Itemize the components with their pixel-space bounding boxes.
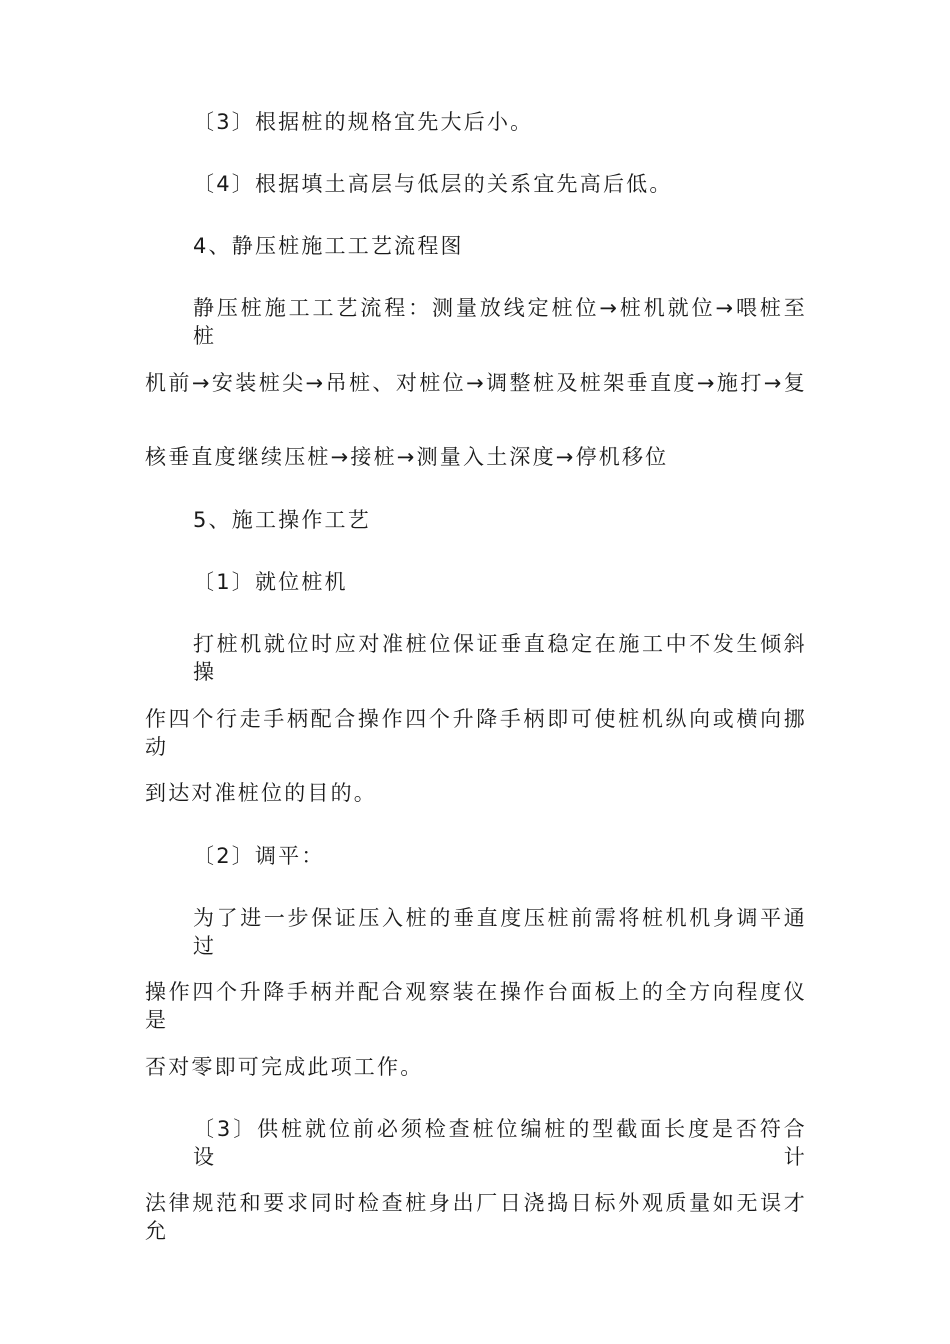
paragraph-line-14: 操作四个升降手柄并配合观察装在操作台面板上的全方向程度仪是	[145, 980, 807, 1032]
paragraph-line-1: 〔3〕根据桩的规格宜先大后小。	[193, 110, 534, 134]
paragraph-line-15: 否对零即可完成此项工作。	[145, 1055, 424, 1079]
subheading-2: 〔2〕调平：	[193, 844, 325, 868]
section-heading-4: 4、静压桩施工工艺流程图	[193, 234, 464, 258]
paragraph-line-2: 〔4〕根据填土高层与低层的关系宜先高后低。	[193, 172, 673, 196]
section-heading-5: 5、施工操作工艺	[193, 508, 371, 532]
paragraph-line-4: 静压桩施工工艺流程：测量放线定桩位→桩机就位→喂桩至桩	[193, 296, 807, 348]
paragraph-line-10: 作四个行走手柄配合操作四个升降手柄即可使桩机纵向或横向挪动	[145, 707, 807, 759]
paragraph-line-13: 为了进一步保证压入桩的垂直度压桩前需将桩机机身调平通过	[193, 906, 807, 958]
paragraph-line-11: 到达对准桩位的目的。	[145, 781, 377, 805]
paragraph-line-17: 法律规范和要求同时检查桩身出厂日浇捣日标外观质量如无误才允	[145, 1191, 807, 1243]
subheading-1: 〔1〕就位桩机	[193, 570, 348, 594]
paragraph-line-6: 核垂直度继续压桩→接桩→测量入土深度→停机移位	[145, 445, 669, 469]
paragraph-line-5: 机前→安装桩尖→吊桩、对桩位→调整桩及桩架垂直度→施打→复	[145, 371, 807, 395]
paragraph-line-16: 〔3〕供桩就位前必须检查桩位编桩的型截面长度是否符合设计	[193, 1117, 807, 1169]
paragraph-line-9: 打桩机就位时应对准桩位保证垂直稳定在施工中不发生倾斜操	[193, 632, 807, 684]
